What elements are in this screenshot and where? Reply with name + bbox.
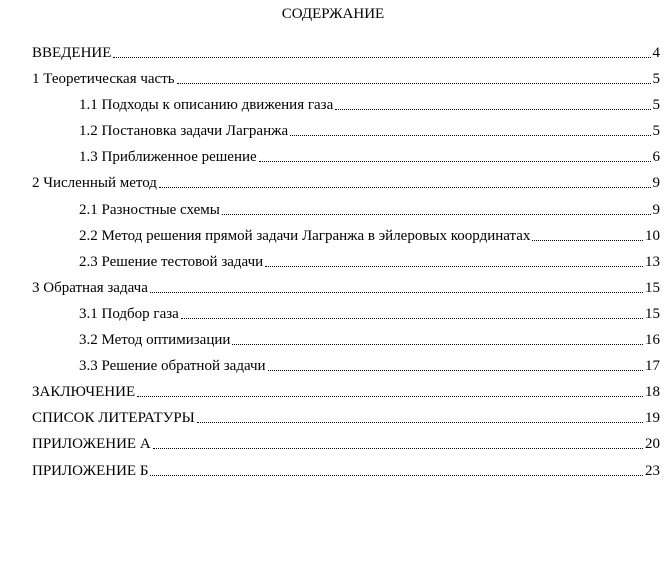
toc-dot-leader (137, 383, 643, 397)
toc-entry-page-number: 6 (652, 149, 660, 166)
toc-entry[interactable] (0, 331, 666, 357)
toc-entry-page-number: 20 (645, 436, 660, 453)
toc-dot-leader (268, 357, 643, 371)
toc-entry-title: 2.1 Разностные схемы (79, 201, 220, 218)
toc-entry-title: 1.1 Подходы к описанию движения газа (79, 97, 334, 114)
toc-dot-leader (177, 70, 651, 84)
toc-dot-leader (159, 174, 651, 188)
toc-entry-title: 2.2 Метод решения прямой задачи Лагранжа в эйлеровых координатах (79, 227, 531, 244)
toc-entry-title: ПРИЛОЖЕНИЕ А (32, 436, 151, 453)
toc-entry-page-number: 9 (652, 175, 660, 192)
toc-dot-leader (232, 331, 643, 345)
toc-entry-title: 2.3 Решение тестовой задачи (79, 253, 264, 270)
toc-dot-leader (532, 227, 643, 241)
toc-entry-title: ПРИЛОЖЕНИЕ Б (32, 462, 149, 479)
toc-entry-page-number: 16 (645, 332, 660, 349)
toc-entry-title: 3.1 Подбор газа (79, 305, 179, 322)
toc-entry-page-number: 19 (645, 410, 660, 427)
toc-entry-title: ВВЕДЕНИЕ (32, 45, 112, 61)
page-title: СОДЕРЖАНИЕ (281, 6, 385, 22)
toc-entry[interactable] (0, 435, 666, 461)
toc-dot-leader (335, 96, 650, 110)
toc-entry-title: 3 Обратная задача (32, 279, 148, 296)
toc-entry-title: 2 Численный метод (32, 175, 157, 192)
toc-dot-leader (290, 122, 650, 136)
toc-entry-page-number: 10 (645, 227, 660, 244)
toc-dot-leader (197, 409, 643, 423)
toc-entry[interactable] (0, 174, 666, 200)
toc-dot-leader (265, 253, 643, 267)
toc-entry-title: 1.2 Постановка задачи Лагранжа (79, 123, 289, 140)
toc-entry[interactable] (0, 409, 666, 435)
toc-entry-page-number: 5 (652, 71, 660, 88)
toc-entry[interactable] (0, 122, 666, 148)
toc-entry-title: 3.3 Решение обратной задачи (79, 358, 266, 375)
toc-entry-page-number: 13 (645, 253, 660, 270)
table-of-contents (0, 44, 666, 488)
toc-entry-page-number: 23 (645, 462, 660, 479)
toc-entry[interactable] (0, 148, 666, 174)
toc-entry-title: 1 Теоретическая часть (32, 71, 175, 88)
toc-entry-page-number: 4 (652, 45, 660, 61)
toc-entry[interactable] (0, 253, 666, 279)
toc-entry[interactable] (0, 383, 666, 409)
toc-dot-leader (153, 435, 643, 449)
toc-entry-page-number: 15 (645, 305, 660, 322)
toc-entry-title: 1.3 Приближенное решение (79, 149, 257, 166)
toc-entry-page-number: 5 (652, 97, 660, 114)
toc-entry[interactable] (0, 462, 666, 488)
toc-entry-title: 3.2 Метод оптимизации (79, 332, 231, 349)
toc-entry[interactable] (0, 96, 666, 122)
toc-entry-page-number: 18 (645, 384, 660, 401)
toc-dot-leader (181, 305, 643, 319)
toc-entry-title: ЗАКЛЮЧЕНИЕ (32, 384, 136, 401)
toc-entry-page-number: 5 (652, 123, 660, 140)
toc-dot-leader (222, 201, 651, 215)
toc-entry[interactable] (0, 305, 666, 331)
toc-dot-leader (259, 148, 651, 162)
toc-entry-page-number: 17 (645, 358, 660, 375)
toc-entry[interactable] (0, 201, 666, 227)
toc-entry-title: СПИСОК ЛИТЕРАТУРЫ (32, 410, 195, 427)
toc-dot-leader (150, 462, 643, 476)
toc-entry[interactable] (0, 44, 666, 70)
toc-dot-leader (150, 279, 643, 293)
toc-entry[interactable] (0, 279, 666, 305)
toc-dot-leader (113, 44, 650, 58)
toc-entry[interactable] (0, 357, 666, 383)
toc-entry-page-number: 9 (652, 201, 660, 218)
toc-entry[interactable] (0, 70, 666, 96)
toc-entry-page-number: 15 (645, 279, 660, 296)
toc-entry[interactable] (0, 227, 666, 253)
